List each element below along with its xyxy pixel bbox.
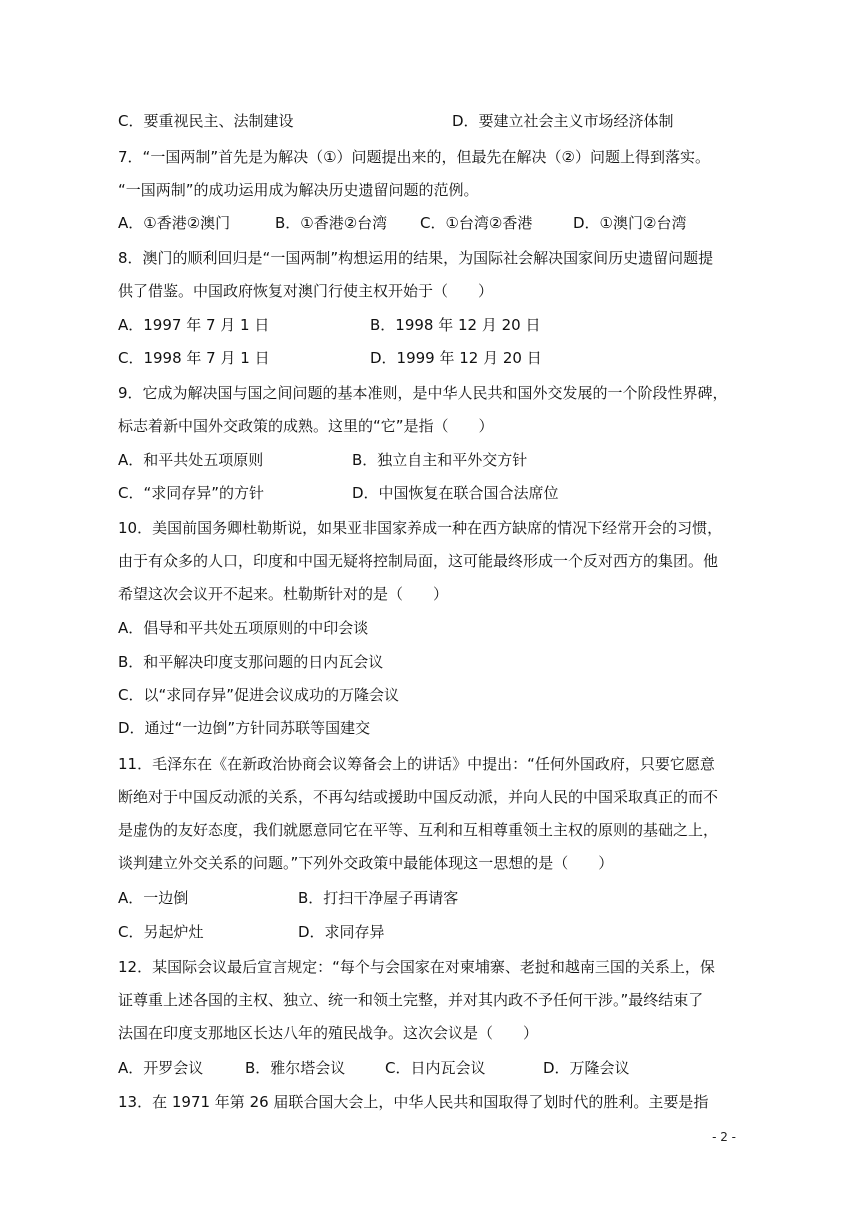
q10-stem-line-2: 由于有众多的人口，印度和中国无疑将控制局面，这可能最终形成一个反对西方的集团。他 [118, 552, 719, 570]
q10-stem-line-3: 希望这次会议开不起来。杜勒斯针对的是（ ） [118, 585, 449, 603]
q6-option-c: C．要重视民主、法制建设 [118, 112, 294, 130]
q7-stem-line-1: 7．“一国两制”首先是为解决（①）问题提出来的，但最先在解决（②）问题上得到落实。 [118, 148, 710, 166]
q12-stem-line-2: 证尊重上述各国的主权、独立、统一和领土完整，并对其内政不予任何干涉。”最终结束了 [118, 991, 704, 1009]
q11-option-a: A．一边倒 [118, 889, 189, 907]
q12-stem-line-1: 12．某国际会议最后宣言规定：“每个与会国家在对柬埔寨、老挝和越南三国的关系上，保 [118, 958, 715, 976]
q7-stem-line-2: “一国两制”的成功运用成为解决历史遗留问题的范例。 [118, 181, 479, 199]
q9-stem-line-2: 标志着新中国外交政策的成熟。这里的“它”是指（ ） [118, 417, 494, 435]
q8-option-c: C．1998 年 7 月 1 日 [118, 349, 270, 367]
q13-stem-line-1: 13．在 1971 年第 26 届联合国大会上，中华人民共和国取得了划时代的胜利。主要是指 [118, 1093, 709, 1111]
q12-option-d: D．万隆会议 [543, 1059, 630, 1077]
q9-stem-line-1: 9．它成为解决国与国之间问题的基本准则，是中华人民共和国外交发展的一个阶段性界碑， [118, 384, 728, 402]
q12-stem-line-3: 法国在印度支那地区长达八年的殖民战争。这次会议是（ ） [118, 1024, 539, 1042]
q9-option-b: B．独立自主和平外交方针 [352, 451, 528, 469]
q6-option-d: D．要建立社会主义市场经济体制 [452, 112, 674, 130]
q8-option-a: A．1997 年 7 月 1 日 [118, 316, 270, 334]
q12-option-a: A．开罗会议 [118, 1059, 204, 1077]
q11-stem-line-2: 断绝对于中国反动派的关系，不再勾结或援助中国反动派，并向人民的中国采取真正的而不 [118, 788, 719, 806]
q8-option-b: B．1998 年 12 月 20 日 [370, 316, 541, 334]
q11-stem-line-1: 11．毛泽东在《在新政治协商会议筹备会上的讲话》中提出：“任何外国政府，只要它愿意 [118, 755, 715, 773]
q8-stem-line-2: 供了借鉴。中国政府恢复对澳门行使主权开始于（ ） [118, 282, 494, 300]
q12-option-b: B．雅尔塔会议 [245, 1059, 346, 1077]
q9-option-a: A．和平共处五项原则 [118, 451, 264, 469]
q12-option-c: C．日内瓦会议 [385, 1059, 486, 1077]
q7-option-b: B．①香港②台湾 [275, 214, 388, 232]
q11-option-d: D．求同存异 [298, 923, 385, 941]
q7-option-d: D．①澳门②台湾 [573, 214, 687, 232]
q8-option-d: D．1999 年 12 月 20 日 [370, 349, 542, 367]
q8-stem-line-1: 8．澳门的顺利回归是“一国两制”构想运用的结果，为国际社会解决国家间历史遗留问题提 [118, 249, 714, 267]
page-number: - 2 - [712, 1130, 736, 1144]
q10-option-b: B．和平解决印度支那问题的日内瓦会议 [118, 653, 384, 671]
q9-option-d: D．中国恢复在联合国合法席位 [352, 484, 559, 502]
q11-stem-line-4: 谈判建立外交关系的问题。”下列外交政策中最能体现这一思想的是（ ） [118, 854, 614, 872]
q7-option-a: A．①香港②澳门 [118, 214, 231, 232]
q10-option-d: D．通过“一边倒”方针同苏联等国建交 [118, 719, 371, 737]
q11-stem-line-3: 是虚伪的友好态度，我们就愿意同它在平等、互利和互相尊重领土主权的原则的基础之上， [118, 821, 719, 839]
q7-option-c: C．①台湾②香港 [420, 214, 533, 232]
q10-option-a: A．倡导和平共处五项原则的中印会谈 [118, 619, 369, 637]
q9-option-c: C．“求同存异”的方针 [118, 484, 265, 502]
q10-stem-line-1: 10．美国前国务卿杜勒斯说，如果亚非国家养成一种在西方缺席的情况下经常开会的习惯， [118, 519, 723, 537]
q11-option-c: C．另起炉灶 [118, 923, 204, 941]
q10-option-c: C．以“求同存异”促进会议成功的万隆会议 [118, 686, 400, 704]
q11-option-b: B．打扫干净屋子再请客 [298, 889, 459, 907]
